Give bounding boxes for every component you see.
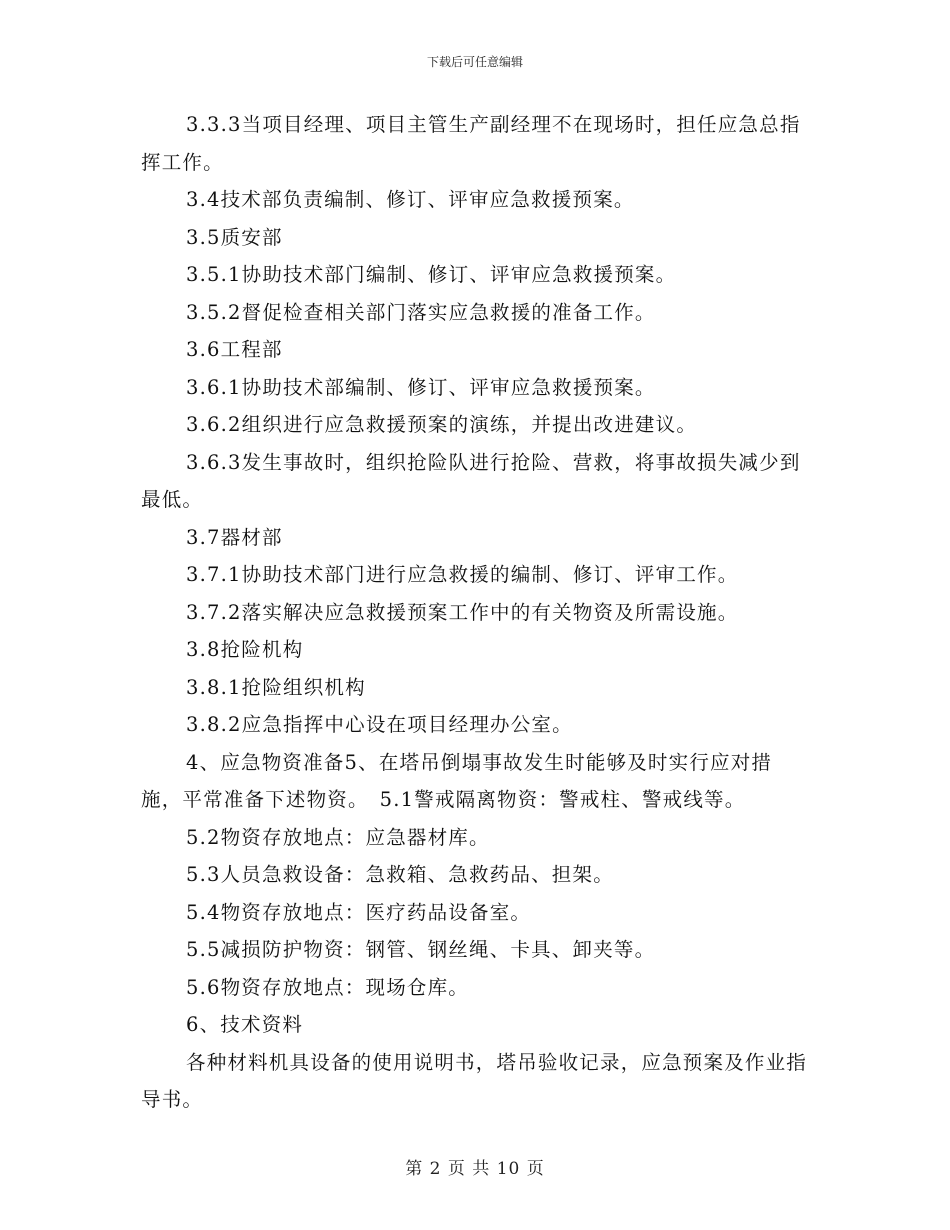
- page-header: 下载后可任意编辑: [426, 55, 523, 69]
- footer-middle: 页 共: [447, 1159, 491, 1179]
- heading-3-6: 3.6工程部: [186, 338, 283, 361]
- paragraph-5-6: 5.6物资存放地点：现场仓库。: [186, 975, 470, 999]
- footer-total-pages: 10: [496, 1159, 521, 1179]
- heading-3-5: 3.5质安部: [186, 225, 283, 249]
- paragraph-3-8-1: 3.8.1抢险组织机构: [186, 675, 366, 699]
- paragraph-3-7-2: 3.7.2落实解决应急救援预案工作中的有关物资及所需设施。: [186, 600, 739, 624]
- document-body: [141, 106, 813, 1119]
- paragraph-3-7-1: 3.7.1协助技术部门进行应急救援的编制、修订、评审工作。: [186, 563, 739, 586]
- paragraph-4-5: 4、应急物资准备5、在塔吊倒塌事故发生时能够及时实行应对措施，平常准备下述物资。 5.1警戒隔离物资：警戒柱、警戒线等。: [141, 750, 773, 811]
- paragraph-3-6-1: 3.6.1协助技术部编制、修订、评审应急救援预案。: [186, 375, 656, 399]
- heading-3-7: 3.7器材部: [186, 525, 283, 549]
- heading-3-8: 3.8抢险机构: [186, 638, 304, 661]
- paragraph-3-5-2: 3.5.2督促检查相关部门落实应急救援的准备工作。: [186, 300, 656, 324]
- paragraph-3-6-3: 3.6.3发生事故时，组织抢险队进行抢险、营救，将事故损失减少到最低。: [141, 450, 801, 511]
- page-footer: [0, 1154, 950, 1179]
- paragraph-5-4: 5.4物资存放地点：医疗药品设备室。: [186, 900, 532, 924]
- paragraph-5-2: 5.2物资存放地点：应急器材库。: [186, 825, 490, 849]
- footer-suffix: 页: [526, 1159, 545, 1179]
- paragraph-5-3: 5.3人员急救设备：急救箱、急救药品、担架。: [186, 863, 614, 886]
- paragraph-3-5-1: 3.5.1协助技术部门编制、修订、评审应急救援预案。: [186, 263, 677, 286]
- paragraph-3-4: 3.4技术部负责编制、修订、评审应急救援预案。: [186, 188, 635, 211]
- paragraph-5-5: 5.5减损防护物资：钢管、钢丝绳、卡具、卸夹等。: [186, 938, 656, 961]
- paragraph-3-3-3: 3.3.3当项目经理、项目主管生产副经理不在现场时，担任应急总指挥工作。: [141, 113, 801, 174]
- paragraph-3-8-2: 3.8.2应急指挥中心设在项目经理办公室。: [186, 713, 573, 736]
- footer-page-number: 2: [429, 1159, 442, 1179]
- heading-6: 6、技术资料: [186, 1013, 304, 1036]
- paragraph-3-6-2: 3.6.2组织进行应急救援预案的演练，并提出改进建议。: [186, 413, 698, 436]
- paragraph-6-body: 各种材料机具设备的使用说明书，塔吊验收记录，应急预案及作业指导书。: [141, 1050, 808, 1111]
- footer-prefix: 第: [405, 1159, 424, 1179]
